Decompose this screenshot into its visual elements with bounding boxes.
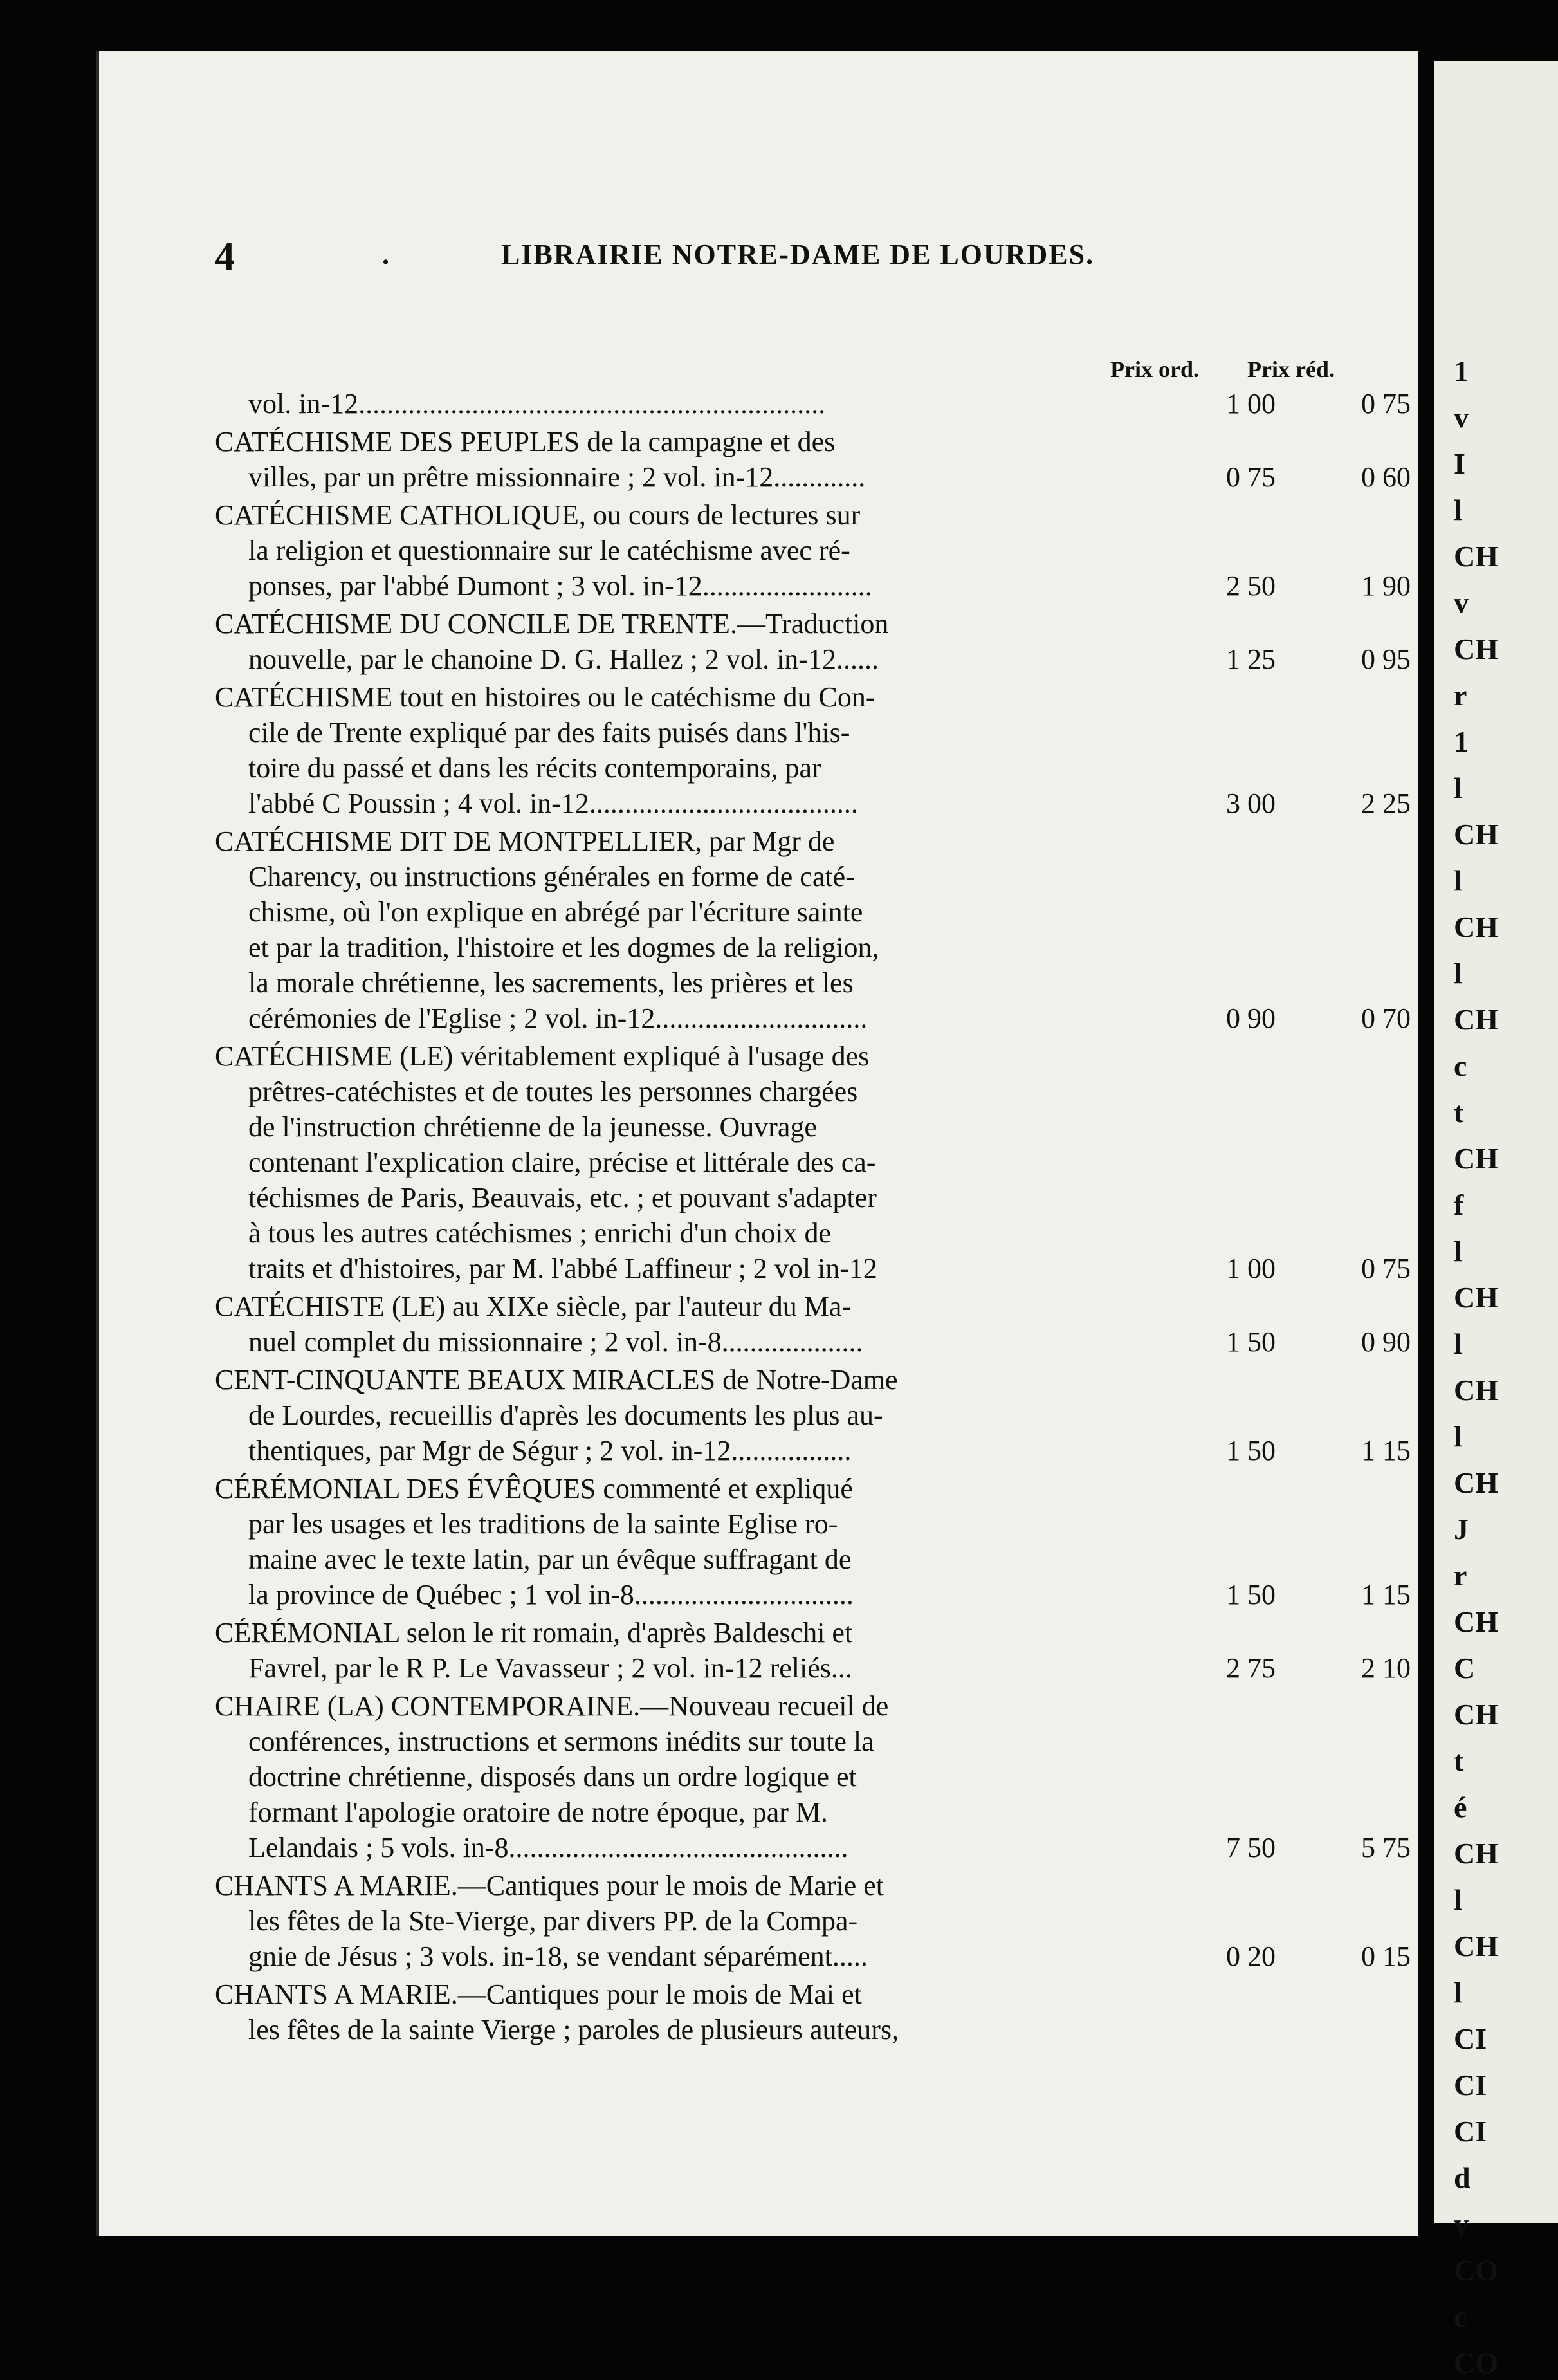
entry-line <box>215 1433 1424 1468</box>
entry-text: CATÉCHISME tout en histoires ou le catéchisme du Con- <box>215 681 875 713</box>
entry-text: CATÉCHISME DU CONCILE DE TRENTE.—Traduction <box>215 608 889 640</box>
entry-line <box>215 679 1424 715</box>
entry-text: les fêtes de la Ste-Vierge, par divers PP. de la Compa- <box>248 1905 858 1937</box>
right-page-text: v <box>1454 2208 1469 2240</box>
entry-text: chisme, où l'on explique en abrégé par l'écriture sainte <box>248 896 863 928</box>
right-page-text: c <box>1454 1049 1467 1082</box>
catalog-entry <box>215 1038 1424 1286</box>
entry-line <box>215 965 1424 1001</box>
catalog-entry <box>215 1688 1424 1865</box>
right-page-text: CI <box>1454 2022 1487 2055</box>
entry-text: CENT-CINQUANTE BEAUX MIRACLES de Notre-Dame <box>215 1364 898 1396</box>
entry-line <box>215 1471 1424 1506</box>
right-page-text: C <box>1454 1652 1476 1684</box>
catalog-entry <box>215 824 1424 1036</box>
entry-text: villes, par un prêtre missionnaire ; 2 vol. in-12............. <box>248 461 866 493</box>
entry-text: la morale chrétienne, les sacrements, les prières et les <box>248 967 854 999</box>
entry-text: CHAIRE (LA) CONTEMPORAINE.—Nouveau recueil de <box>215 1690 889 1722</box>
price-reduced: 0 90 <box>1361 1326 1411 1358</box>
right-page-text: CI <box>1454 2069 1487 2101</box>
price-ordinary: 0 90 <box>1226 1002 1276 1034</box>
entry-line <box>215 894 1424 930</box>
right-page-text: t <box>1454 1096 1464 1129</box>
entry-text: Lelandais ; 5 vols. in-8................................................ <box>248 1832 848 1863</box>
entry-text: toire du passé et dans les récits contemporains, par <box>248 752 821 784</box>
right-page-text: é <box>1454 1791 1467 1823</box>
entry-line <box>215 1868 1424 1903</box>
entry-line <box>215 1251 1424 1286</box>
right-page-fragment <box>1434 61 1558 2379</box>
entry-text: la religion et questionnaire sur le catéchisme avec ré- <box>248 535 850 566</box>
right-page-text: CH <box>1454 1003 1498 1036</box>
entry-line <box>215 1688 1424 1724</box>
right-page-text: d <box>1454 2161 1471 2194</box>
entry-text: cile de Trente expliqué par des faits puisés dans l'his- <box>248 717 850 748</box>
entry-line <box>215 2012 1424 2047</box>
right-page-text: CH <box>1454 1374 1498 1407</box>
right-page-text: CO <box>1454 2254 1498 2287</box>
entry-text: prêtres-catéchistes et de toutes les personnes chargées <box>248 1076 858 1107</box>
entry-line <box>215 1362 1424 1398</box>
catalog-entry <box>215 1977 1424 2047</box>
entry-line <box>215 386 1424 421</box>
price-ordinary: 7 50 <box>1226 1832 1276 1863</box>
right-page-text: l <box>1454 1235 1462 1268</box>
entry-text: nouvelle, par le chanoine D. G. Hallez ; 2 vol. in-12...... <box>248 643 879 675</box>
right-page-text: I <box>1454 447 1465 480</box>
entry-text: maine avec le texte latin, par un évêque suffragant de <box>248 1544 852 1575</box>
entry-text: CATÉCHISTE (LE) au XIXe siècle, par l'auteur du Ma- <box>215 1291 852 1322</box>
entry-line <box>215 1215 1424 1251</box>
entry-text: téchismes de Paris, Beauvais, etc. ; et pouvant s'adapter <box>248 1182 877 1213</box>
right-page-text: l <box>1454 1420 1462 1453</box>
catalog-entry <box>215 1868 1424 1974</box>
entry-text: CHANTS A MARIE.—Cantiques pour le mois de Mai et <box>215 1979 862 2010</box>
right-page-text: l <box>1454 864 1462 897</box>
price-ordinary: 2 50 <box>1226 570 1276 602</box>
right-page-text: CH <box>1454 1930 1498 1962</box>
right-page-text: CH <box>1454 1698 1498 1731</box>
entry-text: de Lourdes, recueillis d'après les documents les plus au- <box>248 1399 883 1431</box>
right-page-text: CI <box>1454 2115 1487 2148</box>
entry-line <box>215 533 1424 568</box>
col-head-ord: Prix ord. <box>1110 356 1199 382</box>
entry-line <box>215 1289 1424 1324</box>
entry-line <box>215 497 1424 533</box>
entry-line <box>215 930 1424 965</box>
entry-text: CATÉCHISME (LE) véritablement expliqué à l'usage des <box>215 1040 870 1072</box>
entry-text: la province de Québec ; 1 vol in-8............................... <box>248 1579 854 1610</box>
right-page-text: l <box>1454 1327 1462 1360</box>
entry-line <box>215 1398 1424 1433</box>
right-page-text: f <box>1454 1188 1464 1221</box>
right-page-text: CH <box>1454 540 1498 573</box>
right-page-text: l <box>1454 771 1462 804</box>
catalog-entry <box>215 1615 1424 1686</box>
entry-text: CATÉCHISME DES PEUPLES de la campagne et des <box>215 426 836 457</box>
price-ordinary: 1 50 <box>1226 1435 1276 1466</box>
right-page-text: l <box>1454 494 1462 526</box>
catalog-entry <box>215 1471 1424 1612</box>
entry-text: l'abbé C Poussin ; 4 vol. in-12...................................... <box>248 788 858 819</box>
right-page-text: l <box>1454 1976 1462 2009</box>
price-reduced: 5 75 <box>1361 1832 1411 1863</box>
entry-line <box>215 1109 1424 1145</box>
right-page-text: l <box>1454 1883 1462 1916</box>
page-number: 4 <box>215 235 236 279</box>
entry-text: de l'instruction chrétienne de la jeunesse. Ouvrage <box>248 1111 817 1143</box>
right-page-text: t <box>1454 1744 1464 1777</box>
page-title: LIBRAIRIE NOTRE-DAME DE LOURDES. <box>501 239 1095 270</box>
price-ordinary: 1 00 <box>1226 388 1276 420</box>
catalog-entry <box>215 424 1424 495</box>
right-page-text: CH <box>1454 818 1498 851</box>
right-page-text: CH <box>1454 1466 1498 1499</box>
right-page-text: CO <box>1454 2347 1498 2379</box>
price-reduced: 0 60 <box>1361 461 1411 493</box>
entry-line <box>215 1903 1424 1939</box>
entry-text: Charency, ou instructions générales en forme de caté- <box>248 861 855 892</box>
entry-line <box>215 824 1424 859</box>
catalog-entries <box>215 386 1424 2050</box>
entry-text: CÉRÉMONIAL DES ÉVÊQUES commenté et expliqué <box>215 1473 853 1504</box>
price-reduced: 0 75 <box>1361 388 1411 420</box>
price-reduced: 2 25 <box>1361 788 1411 819</box>
price-reduced: 0 70 <box>1361 1002 1411 1034</box>
price-reduced: 1 15 <box>1361 1435 1411 1466</box>
right-page-text: v <box>1454 401 1469 434</box>
entry-text: doctrine chrétienne, disposés dans un ordre logique et <box>248 1761 857 1793</box>
price-reduced: 0 15 <box>1361 1941 1411 1972</box>
entry-text: par les usages et les traditions de la sainte Eglise ro- <box>248 1508 838 1540</box>
entry-line <box>215 1759 1424 1794</box>
right-page-text: CH <box>1454 632 1498 665</box>
entry-line <box>215 786 1424 821</box>
price-ordinary: 2 75 <box>1226 1652 1276 1684</box>
price-reduced: 0 75 <box>1361 1253 1411 1284</box>
entry-text: contenant l'explication claire, précise et littérale des ca- <box>248 1147 876 1178</box>
price-reduced: 2 10 <box>1361 1652 1411 1684</box>
entry-text: formant l'apologie oratoire de notre époque, par M. <box>248 1796 829 1828</box>
right-page-text: CH <box>1454 1837 1498 1870</box>
entry-line <box>215 1180 1424 1215</box>
entry-text: nuel complet du missionnaire ; 2 vol. in-8.................... <box>248 1326 863 1358</box>
right-page-text: J <box>1454 1513 1469 1545</box>
entry-line <box>215 1506 1424 1542</box>
price-ordinary: 0 75 <box>1226 461 1276 493</box>
entry-text: CÉRÉMONIAL selon le rit romain, d'après Baldeschi et <box>215 1617 853 1648</box>
entry-text: ponses, par l'abbé Dumont ; 3 vol. in-12........................ <box>248 570 872 602</box>
entry-line <box>215 1939 1424 1974</box>
entry-line <box>215 1324 1424 1360</box>
entry-text: CATÉCHISME CATHOLIQUE, ou cours de lectures sur <box>215 499 861 531</box>
entry-line <box>215 1650 1424 1686</box>
price-ordinary: 1 50 <box>1226 1326 1276 1358</box>
price-reduced: 0 95 <box>1361 643 1411 675</box>
entry-text: et par la tradition, l'histoire et les dogmes de la religion, <box>248 932 879 963</box>
right-page-text: l <box>1454 957 1462 990</box>
col-head-red: Prix réd. <box>1247 356 1335 382</box>
right-page-text: CH <box>1454 1605 1498 1638</box>
right-page-text: v <box>1454 586 1469 619</box>
entry-text: cérémonies de l'Eglise ; 2 vol. in-12.............................. <box>248 1002 868 1034</box>
entry-line <box>215 1001 1424 1036</box>
catalog-entry <box>215 679 1424 821</box>
entry-line <box>215 1074 1424 1109</box>
entry-line <box>215 1038 1424 1074</box>
entry-text: CATÉCHISME DIT DE MONTPELLIER, par Mgr de <box>215 826 835 857</box>
entry-line <box>215 568 1424 604</box>
right-page-text: 1 <box>1454 725 1469 758</box>
entry-text: conférences, instructions et sermons inédits sur toute la <box>248 1726 874 1757</box>
price-ordinary: 0 20 <box>1226 1941 1276 1972</box>
price-ordinary: 1 00 <box>1226 1253 1276 1284</box>
right-page-text: CH <box>1454 1142 1498 1175</box>
entry-text: traits et d'histoires, par M. l'abbé Laffineur ; 2 vol in-12 <box>248 1253 877 1284</box>
right-page-text: CH <box>1454 1281 1498 1314</box>
entry-line <box>215 1577 1424 1612</box>
right-page-text: r <box>1454 1559 1467 1592</box>
price-ordinary: 1 50 <box>1226 1579 1276 1610</box>
entry-line <box>215 1542 1424 1577</box>
entry-line <box>215 1724 1424 1759</box>
catalog-entry <box>215 497 1424 604</box>
entry-text: les fêtes de la sainte Vierge ; paroles de plusieurs auteurs, <box>248 2014 899 2045</box>
catalog-entry <box>215 386 1424 421</box>
entry-line <box>215 1830 1424 1865</box>
entry-line <box>215 1615 1424 1650</box>
catalog-entry <box>215 1289 1424 1360</box>
entry-text: CHANTS A MARIE.—Cantiques pour le mois de Marie et <box>215 1870 884 1901</box>
catalog-entry <box>215 1362 1424 1468</box>
price-reduced: 1 90 <box>1361 570 1411 602</box>
entry-text: thentiques, par Mgr de Ségur ; 2 vol. in-12................. <box>248 1435 852 1466</box>
entry-text: gnie de Jésus ; 3 vols. in-18, se vendant séparément..... <box>248 1941 868 1972</box>
entry-line <box>215 1145 1424 1180</box>
price-reduced: 1 15 <box>1361 1579 1411 1610</box>
entry-line <box>215 641 1424 677</box>
entry-line <box>215 606 1424 641</box>
entry-line <box>215 715 1424 750</box>
entry-line <box>215 859 1424 894</box>
catalog-entry <box>215 606 1424 677</box>
right-page-text: r <box>1454 679 1467 712</box>
entry-line <box>215 424 1424 459</box>
right-page-text: c <box>1454 2300 1467 2333</box>
right-page-text: CH <box>1454 910 1498 943</box>
entry-line <box>215 1977 1424 2012</box>
price-ordinary: 3 00 <box>1226 788 1276 819</box>
entry-line <box>215 1794 1424 1830</box>
right-page-text: 1 <box>1454 355 1469 387</box>
entry-line <box>215 459 1424 495</box>
left-page <box>96 51 1418 2236</box>
entry-text: vol. in-12.................................................................. <box>248 388 826 420</box>
entry-line <box>215 750 1424 786</box>
header-separator: . <box>382 239 390 270</box>
entry-text: à tous les autres catéchismes ; enrichi d'un choix de <box>248 1217 831 1249</box>
price-ordinary: 1 25 <box>1226 643 1276 675</box>
entry-text: Favrel, par le R P. Le Vavasseur ; 2 vol. in-12 reliés... <box>248 1652 852 1684</box>
